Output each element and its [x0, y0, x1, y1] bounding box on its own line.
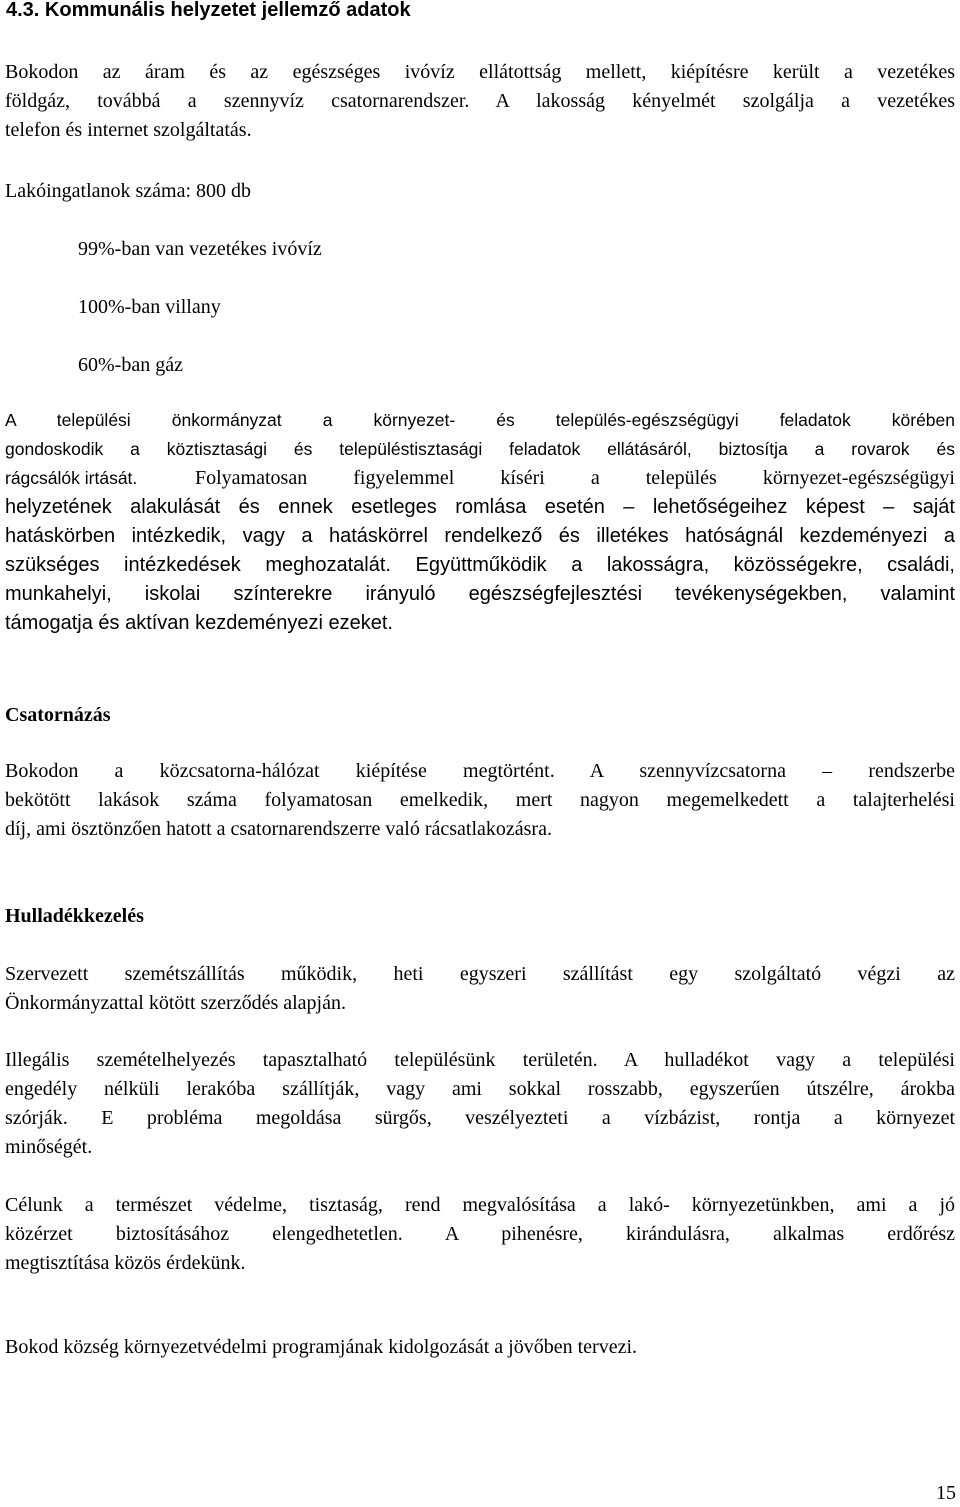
heading-sewer: Csatornázás [5, 704, 111, 726]
intro-line: telefon és internet szolgáltatás. [5, 119, 252, 141]
waste-line: szórják. E probléma megoldása sürgős, veszélyezteti a vízbázist, rontja a környezet [5, 1107, 955, 1129]
waste-paragraph-1 [5, 960, 955, 1018]
waste-paragraph-3 [5, 1191, 955, 1278]
intro-line: Bokodon az áram és az egészséges ivóvíz ellátottság mellett, kiépítésre került a vezetékes [5, 61, 955, 83]
municipality-line: helyzetének alakulását és ennek esetleges romlása esetén – lehetőségeihez képest – saját [5, 496, 955, 518]
municipality-line: hatáskörben intézkedik, vagy a hatáskörrel rendelkező és illetékes hatóságnál kezdeményezi a [5, 525, 955, 547]
heading-waste: Hulladékkezelés [5, 905, 144, 927]
waste-line: minőségét. [5, 1136, 93, 1158]
waste-line: engedély nélküli lerakóba szállítják, vagy ami sokkal rosszabb, egyszerűen útszélre, árokba [5, 1078, 955, 1100]
municipality-line: szükséges intézkedések meghozatalát. Együttműködik a lakosságra, közösségekre, családi, [5, 554, 955, 576]
sewer-line: díj, ami ösztönzően hatott a csatornarendszerre való rácsatlakozásra. [5, 818, 552, 840]
municipality-line: munkahelyi, iskolai színterekre irányuló egészségfejlesztési tevékenységekben, valamint [5, 583, 955, 605]
intro-line: földgáz, továbbá a szennyvíz csatornarendszer. A lakosság kényelmét szolgálja a vezetékes [5, 90, 955, 112]
stat-electricity: 100%-ban villany [78, 296, 221, 318]
municipality-line-end: rágcsálók irtását. [5, 468, 138, 488]
municipality-serif-start: Folyamatosan figyelemmel kíséri a település környezet-egészségügyi [195, 467, 955, 489]
housing-count: Lakóingatlanok száma: 800 db [5, 180, 252, 202]
stat-water: 99%-ban van vezetékes ivóvíz [78, 238, 322, 260]
municipality-line: gondoskodik a köztisztasági és településtisztasági feladatok ellátásáról, biztosítja a rovarok és [5, 439, 955, 459]
municipality-line: támogatja és aktívan kezdeményezi ezeket. [5, 612, 393, 634]
intro-paragraph [5, 58, 955, 145]
page-number: 15 [936, 1482, 956, 1504]
waste-paragraph-4 [5, 1333, 955, 1362]
waste-paragraph-2 [5, 1046, 955, 1162]
waste-line: Célunk a természet védelme, tisztaság, rend megvalósítása a lakó- környezetünkben, ami a jó [5, 1194, 955, 1216]
waste-line: Bokod község környezetvédelmi programjának kidolgozását a jövőben tervezi. [5, 1336, 638, 1358]
sewer-paragraph [5, 757, 955, 844]
waste-line: Önkormányzattal kötött szerződés alapján. [5, 992, 346, 1014]
waste-line: Illegális szemételhelyezés tapasztalható településünk területén. A hulladékot vagy a települési [5, 1049, 955, 1071]
waste-line: Szervezett szemétszállítás működik, heti egyszeri szállítást egy szolgáltató végzi az [5, 963, 955, 985]
stat-gas: 60%-ban gáz [78, 354, 183, 376]
section-title: 4.3. Kommunális helyzetet jellemző adatok [6, 0, 411, 21]
sewer-line: bekötött lakások száma folyamatosan emelkedik, mert nagyon megemelkedett a talajterhelési [5, 789, 955, 811]
waste-line: közérzet biztosításához elengedhetetlen. A pihenésre, kirándulásra, alkalmas erdőrész [5, 1223, 955, 1245]
sewer-line: Bokodon a közcsatorna-hálózat kiépítése megtörtént. A szennyvízcsatorna – rendszerbe [5, 760, 955, 782]
municipality-paragraph [5, 406, 955, 638]
waste-line: megtisztítása közös érdekünk. [5, 1252, 246, 1274]
municipality-line: A települési önkormányzat a környezet- és település-egészségügyi feladatok körében [5, 410, 955, 430]
municipality-mixed-line [5, 464, 955, 493]
